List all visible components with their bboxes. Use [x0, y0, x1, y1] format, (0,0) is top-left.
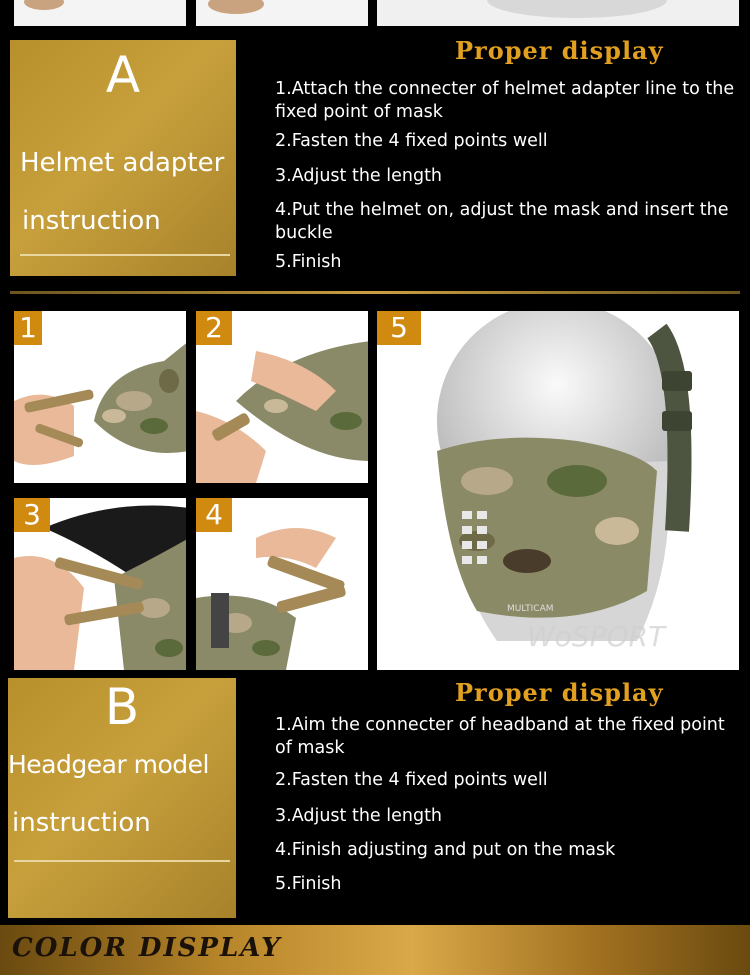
section-b-underline: [14, 860, 230, 862]
step-tag-2: 2: [196, 311, 232, 345]
section-b-steps: [275, 714, 745, 896]
section-b-step-2: 2.Fasten the 4 fixed points well: [275, 770, 548, 790]
step-photo-1: [14, 311, 186, 483]
watermark-logo: WoSPORT: [527, 620, 666, 653]
section-divider: [10, 291, 740, 294]
section-b-heading: Proper display: [455, 678, 664, 707]
step-tag-1: 1: [14, 311, 42, 345]
section-a-label-line2: instruction: [22, 206, 161, 236]
section-b-step-1: 1.Aim the connecter of headband at the fixed point of mask: [275, 715, 725, 758]
step-tag-3: 3: [14, 498, 50, 532]
color-display-banner: [0, 925, 750, 975]
section-b-label-line1: Headgear model: [8, 750, 210, 779]
section-a-step-4: 4.Put the helmet on, adjust the mask and insert the buckle: [275, 200, 729, 243]
section-a-heading: Proper display: [455, 36, 664, 65]
section-b-label-line2: instruction: [12, 808, 151, 838]
section-a-step-3: 3.Adjust the length: [275, 166, 443, 186]
section-a-step-2: 2.Fasten the 4 fixed points well: [275, 131, 548, 151]
step-tag-4: 4: [196, 498, 232, 532]
step-photo-4: [196, 498, 368, 670]
section-a-steps: [275, 78, 745, 274]
section-b-step-3: 3.Adjust the length: [275, 806, 443, 826]
section-b-label-box: [8, 678, 236, 918]
top-photo-left: [14, 0, 186, 26]
section-a-step-5: 5.Finish: [275, 252, 342, 272]
section-b-step-5: 5.Finish: [275, 874, 342, 894]
section-b-step-4: 4.Finish adjusting and put on the mask: [275, 840, 616, 860]
step-photo-5: [377, 311, 739, 670]
color-display-title: COLOR DISPLAY: [12, 933, 282, 963]
section-a-label-line1: Helmet adapter: [20, 148, 225, 178]
top-photo-middle: [196, 0, 368, 26]
section-b-letter: B: [104, 678, 140, 736]
top-photo-right: [377, 0, 739, 26]
step-tag-5: 5: [377, 311, 421, 345]
section-a-step-1: 1.Attach the connecter of helmet adapter line to the fixed point of mask: [275, 79, 735, 122]
section-a-underline: [20, 254, 230, 256]
mask-print-text: MULTICAM: [507, 604, 554, 614]
section-a-label-box: [10, 40, 236, 276]
step-photo-2: [196, 311, 368, 483]
section-a-letter: A: [105, 46, 141, 104]
step-photo-3: [14, 498, 186, 670]
